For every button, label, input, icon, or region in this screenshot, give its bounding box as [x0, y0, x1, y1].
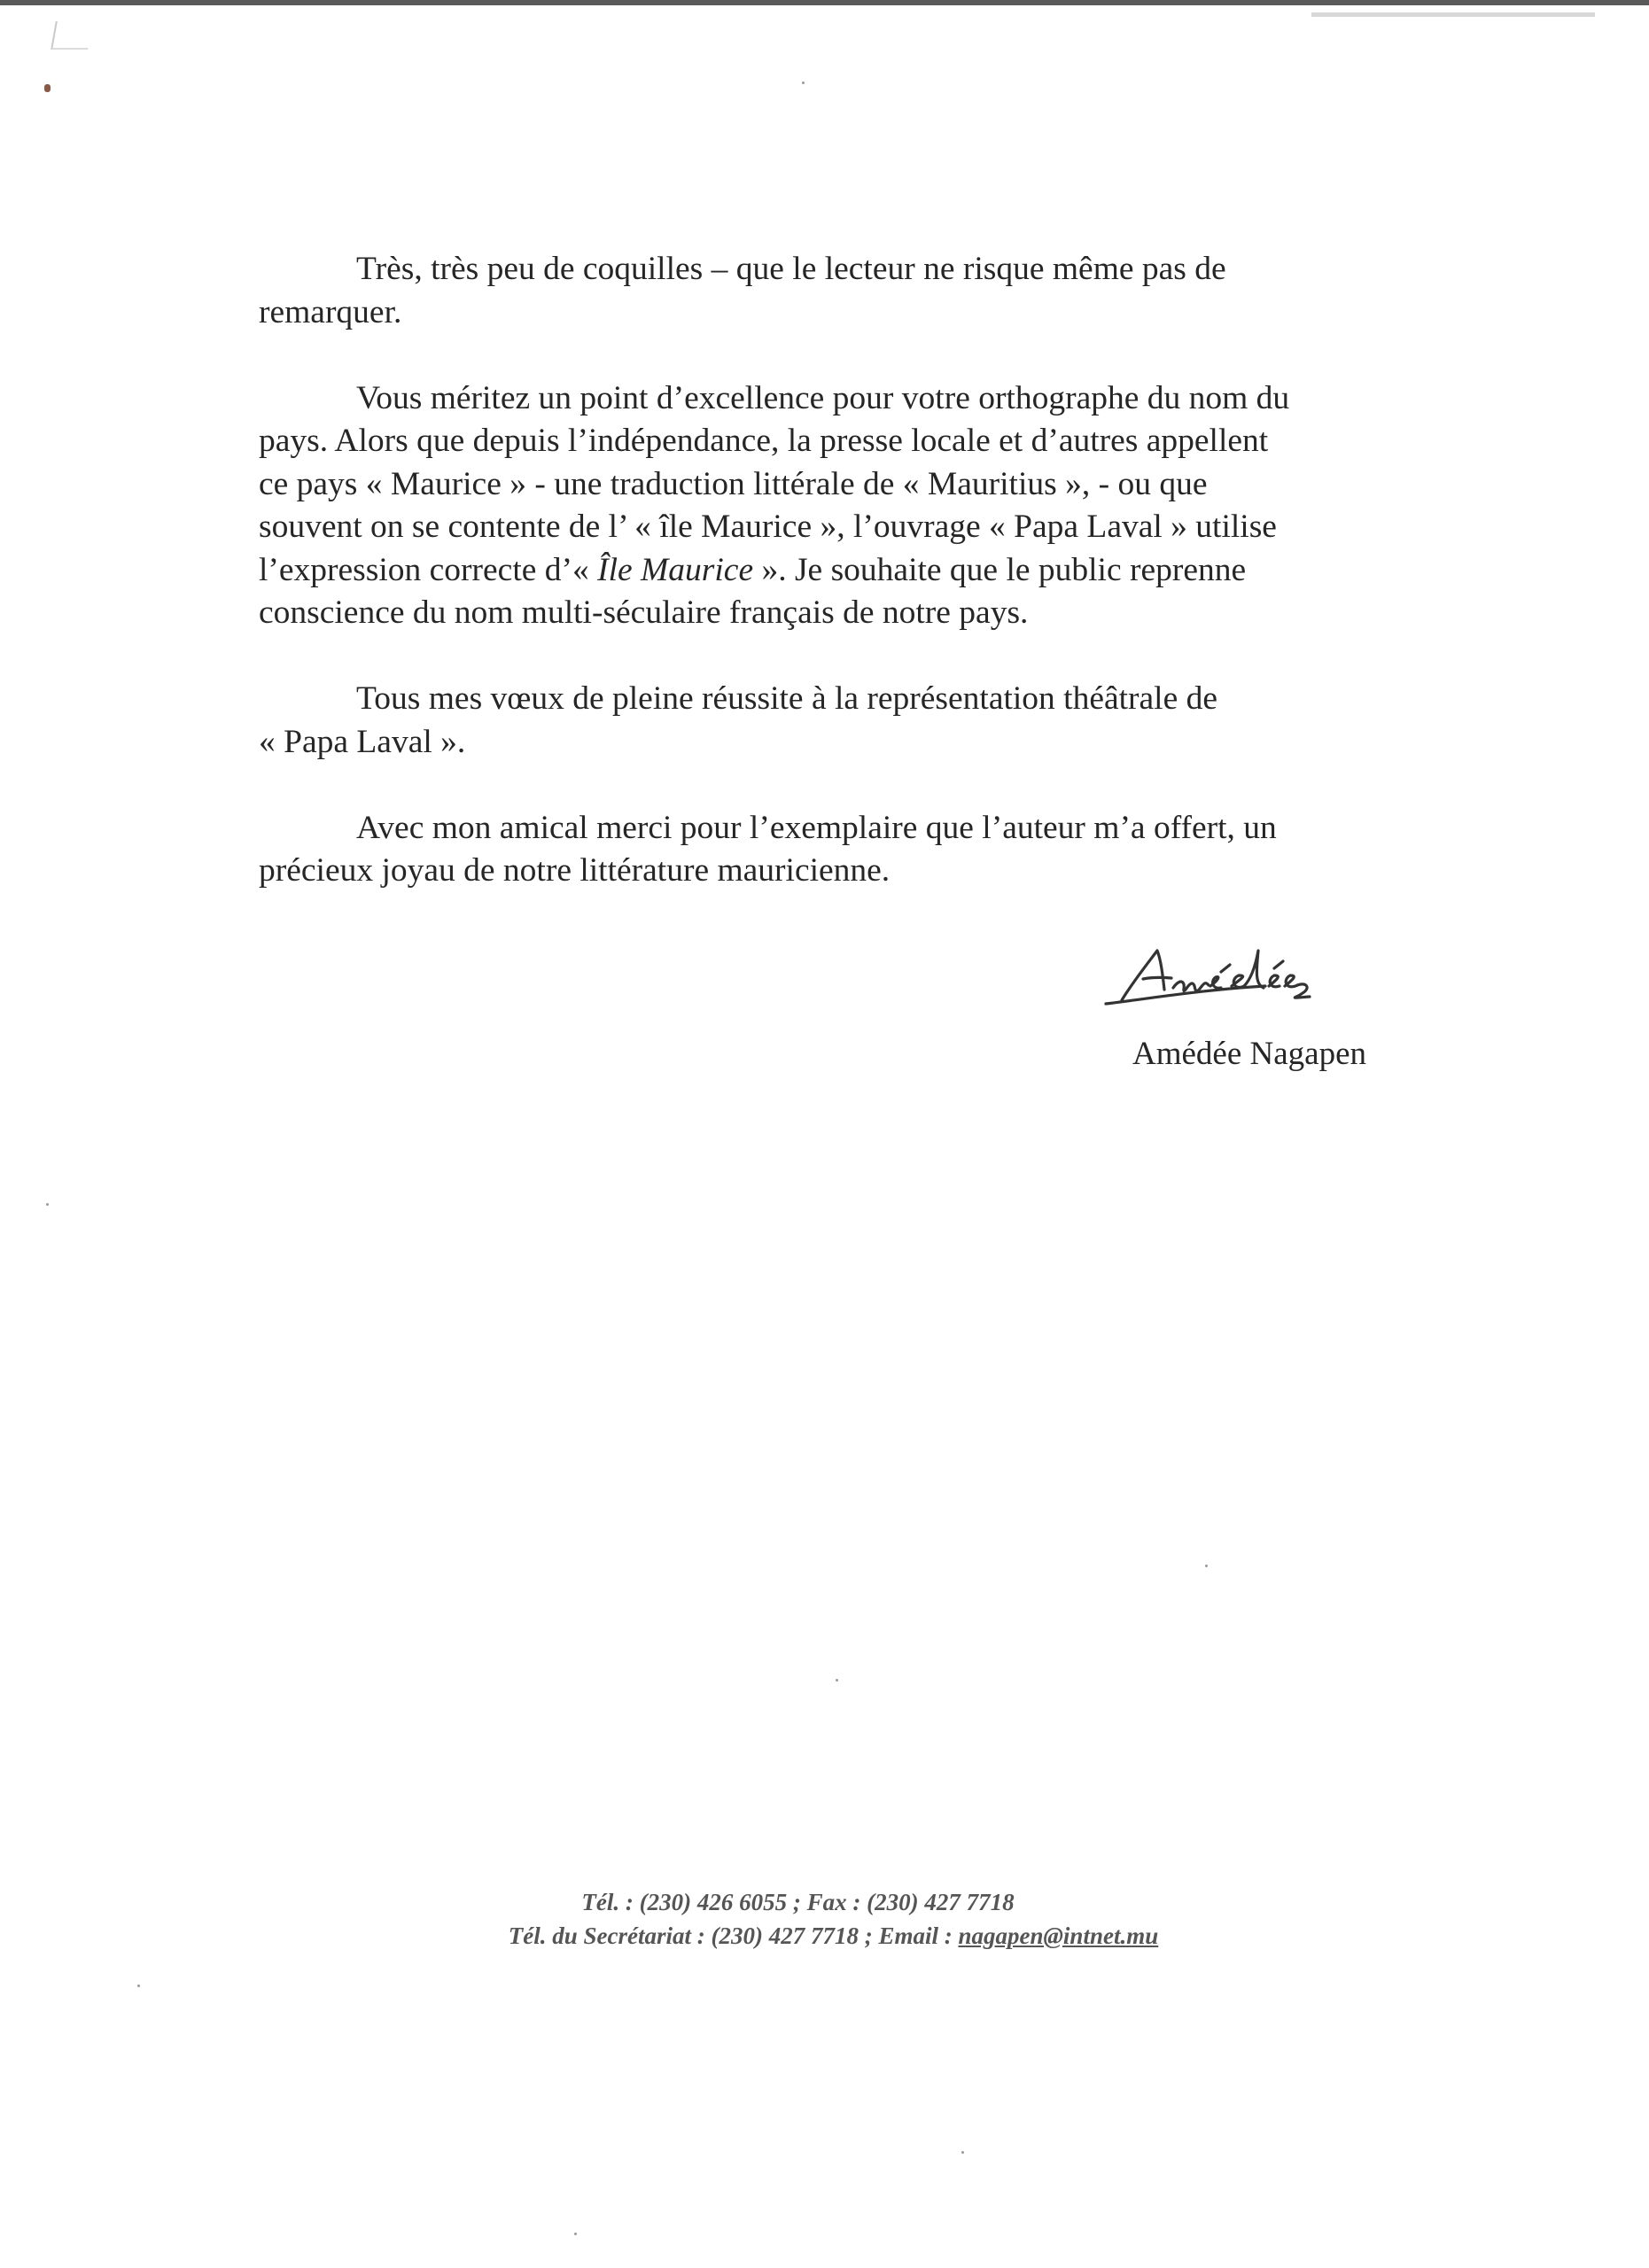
scan-speck	[802, 82, 805, 84]
scan-speck	[961, 2151, 964, 2154]
footer-line-1: Tél. : (230) 426 6055 ; Fax : (230) 427 7718	[581, 1889, 1015, 1915]
footer-phone-fax	[0, 1885, 1622, 1919]
paragraph-text: Avec mon amical merci pour l’exemplaire que l’auteur m’a offert, un précieux joyau de notre littérature mauricienne.	[259, 809, 1277, 889]
footer-email-link[interactable]: nagapen@intnet.mu	[958, 1922, 1159, 1949]
italic-phrase: Île Maurice	[597, 551, 754, 588]
paragraph-text: Tous mes vœux de pleine réussite à la représentation théâtrale de « Papa Laval ».	[259, 680, 1218, 760]
scan-smudge	[1311, 12, 1595, 17]
paragraph-text: Vous méritez un point d’excellence pour votre orthographe du nom du pays. Alors que depuis l’indépendance, la presse locale et d’autres appellent ce pays « Maurice » - une traduction littérale de « Mauritius », - ou que souvent on se contente de l’ « île Maurice », l’ouvrage « Papa Laval » utilise l’expression correcte d’«	[259, 379, 1290, 588]
scan-edge-top	[0, 0, 1649, 5]
scan-corner-mark	[51, 21, 93, 50]
letter-body	[259, 248, 1428, 936]
scan-speck	[836, 1679, 838, 1682]
footer-line-2-prefix: Tél. du Secrétariat : (230) 427 7718 ; Email :	[508, 1922, 959, 1949]
letter-paragraph	[259, 248, 1428, 334]
scan-speck	[1205, 1565, 1208, 1567]
signature	[1097, 935, 1407, 1023]
scan-speck	[46, 1203, 49, 1206]
scan-speck	[137, 1984, 140, 1987]
footer-secretariat-email	[9, 1919, 1649, 1953]
signer-name: Amédée Nagapen	[1132, 1036, 1367, 1072]
letter-paragraph	[259, 377, 1428, 635]
scan-speck	[574, 2233, 577, 2235]
paragraph-text: ». Je souhaite que le public reprenne conscience du nom multi-séculaire français de notre pays.	[259, 551, 1247, 631]
letter-paragraph	[259, 678, 1428, 764]
letter-paragraph	[259, 807, 1428, 893]
scan-ink-spot	[44, 84, 51, 92]
paragraph-text: Très, très peu de coquilles – que le lecteur ne risque même pas de remarquer.	[259, 251, 1226, 330]
